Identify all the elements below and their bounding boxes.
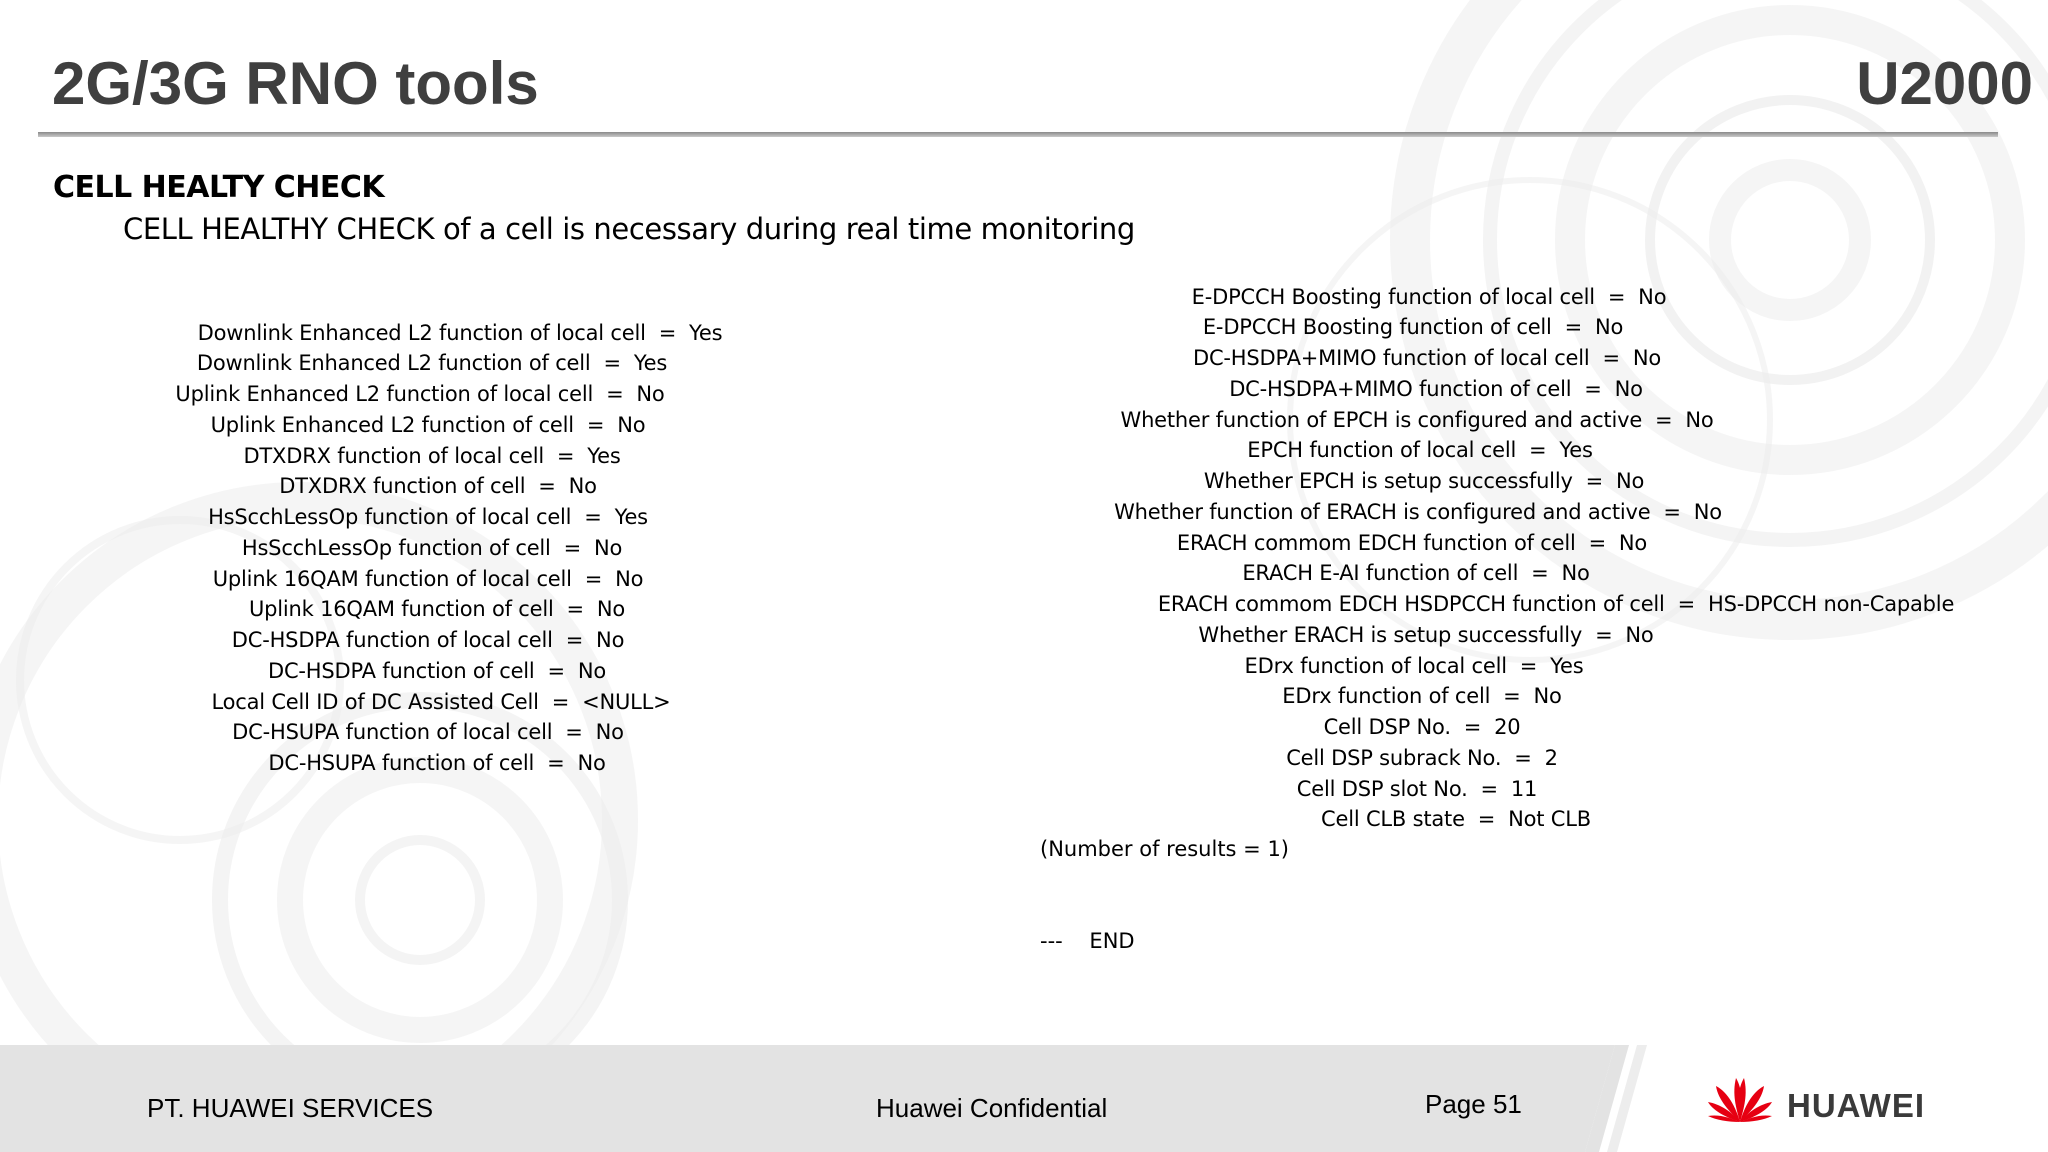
parameter-line: Whether EPCH is setup successfully = No [1203, 469, 1645, 493]
parameter-line: DTXDRX function of local cell = Yes [243, 444, 621, 468]
parameter-line: Whether function of EPCH is configured and active = No [1120, 408, 1714, 432]
footer-company: PT. HUAWEI SERVICES [147, 1093, 434, 1123]
parameter-line: DC-HSUPA function of cell = No [268, 751, 606, 775]
parameter-line: E-DPCCH Boosting function of cell = No [1202, 315, 1624, 339]
parameter-line: DC-HSDPA function of cell = No [267, 659, 607, 683]
title-divider [38, 132, 1998, 137]
parameter-line: Uplink 16QAM function of local cell = No [212, 567, 644, 591]
parameter-line: DTXDRX function of cell = No [279, 474, 597, 498]
parameter-line: EPCH function of local cell = Yes [1247, 438, 1593, 462]
product-name: U2000 [1856, 50, 2033, 117]
parameter-line: DC-HSUPA function of local cell = No [232, 720, 624, 744]
section-heading: CELL HEALTY CHECK [53, 170, 385, 205]
parameter-line: ERACH commom EDCH HSDPCCH function of cell = HS-DPCCH non-Capable [1157, 592, 1955, 616]
parameter-line: EDrx function of local cell = Yes [1244, 654, 1584, 678]
parameter-line: Whether ERACH is setup successfully = No [1198, 623, 1654, 647]
parameter-line: HsScchLessOp function of local cell = Yes [208, 505, 648, 529]
parameter-line: DC-HSDPA function of local cell = No [231, 628, 625, 652]
parameter-line: ERACH E-AI function of cell = No [1242, 561, 1590, 585]
parameter-line: Downlink Enhanced L2 function of cell = Yes [196, 351, 668, 375]
parameter-line: Cell DSP slot No. = 11 [1296, 777, 1538, 801]
parameter-line: Cell CLB state = Not CLB [1321, 807, 1591, 831]
slide-title: 2G/3G RNO tools [52, 50, 539, 117]
parameter-line: Downlink Enhanced L2 function of local cell = Yes [197, 321, 723, 345]
parameter-line: Uplink Enhanced L2 function of local cell = No [175, 382, 665, 406]
parameter-line: Uplink 16QAM function of cell = No [248, 597, 626, 621]
results-count: (Number of results = 1) [1040, 837, 1289, 861]
page-number: Page 51 [1425, 1089, 1522, 1119]
parameter-line: Cell DSP No. = 20 [1323, 715, 1521, 739]
footer-confidential: Huawei Confidential [876, 1093, 1108, 1123]
parameter-line: Local Cell ID of DC Assisted Cell = <NULL> [211, 690, 671, 714]
parameter-line: Whether function of ERACH is configured and active = No [1114, 500, 1722, 524]
parameter-line: DC-HSDPA+MIMO function of local cell = No [1193, 346, 1661, 370]
parameter-line: ERACH commom EDCH function of cell = No [1176, 531, 1648, 555]
parameter-line: Uplink Enhanced L2 function of cell = No [210, 413, 646, 437]
end-marker: --- END [1040, 929, 1135, 953]
huawei-logo-text: HUAWEI [1787, 1087, 1925, 1124]
parameter-line: E-DPCCH Boosting function of local cell = No [1191, 285, 1667, 309]
parameter-line: EDrx function of cell = No [1282, 684, 1562, 708]
section-subtitle: CELL HEALTHY CHECK of a cell is necessary during real time monitoring [123, 212, 1135, 246]
parameter-line: HsScchLessOp function of cell = No [241, 536, 623, 560]
parameter-line: Cell DSP subrack No. = 2 [1286, 746, 1558, 770]
parameter-line: DC-HSDPA+MIMO function of cell = No [1229, 377, 1643, 401]
